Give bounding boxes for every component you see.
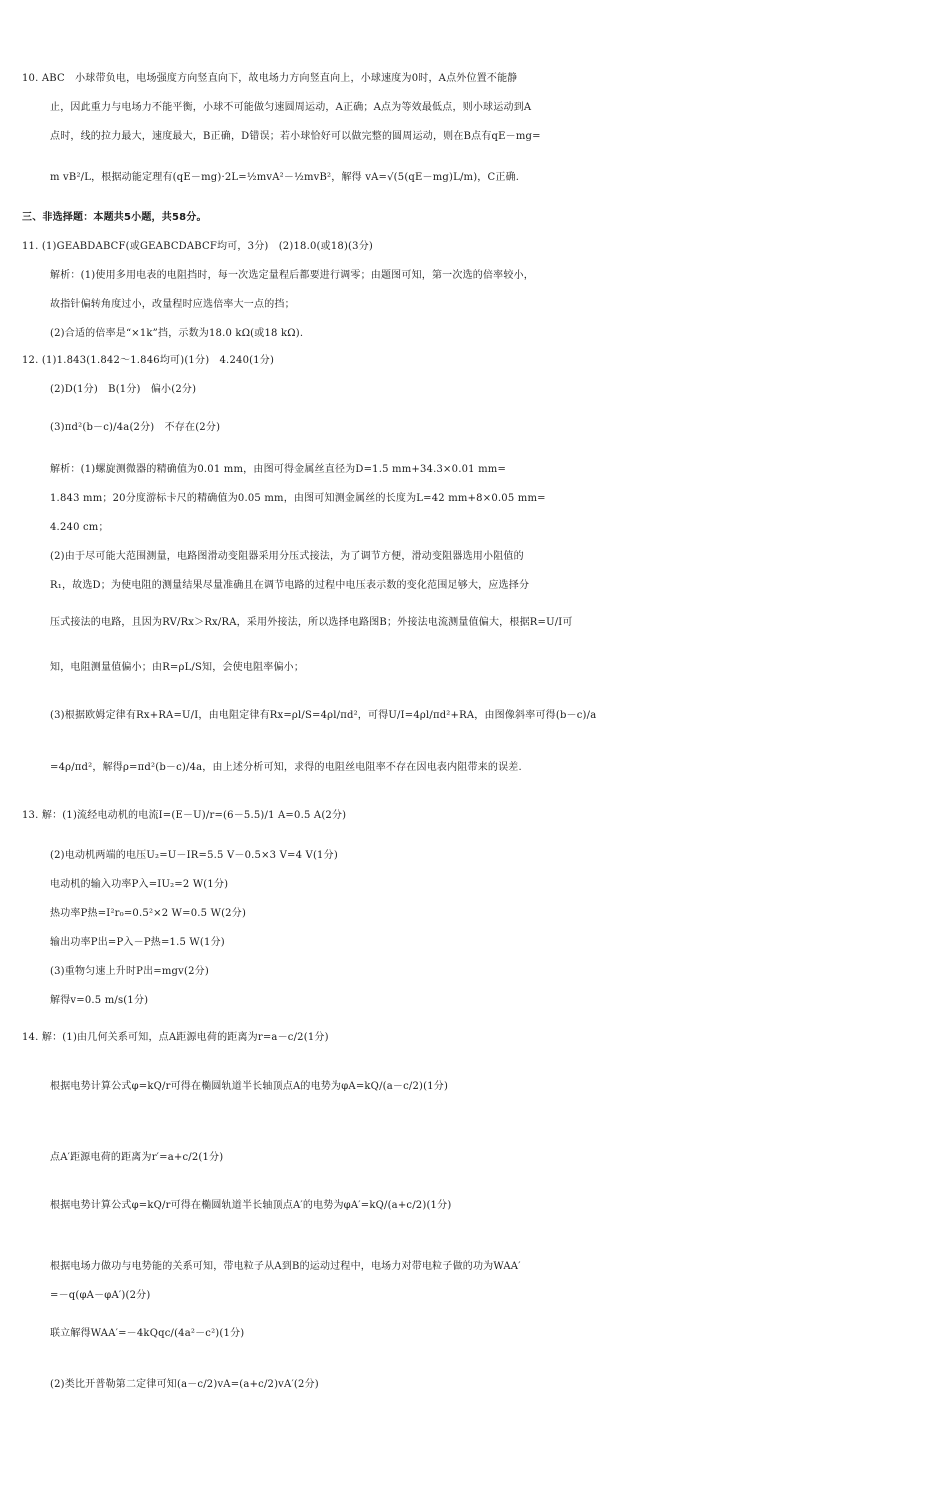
text-line: 止，因此重力与电场力不能平衡，小球不可能做匀速圆周运动，A正确；A点为等效最低点，则小球运动到A — [50, 102, 532, 113]
text-line: 知，电阻测量值偏小；由R=ρL/S知，会使电阻率偏小； — [50, 662, 305, 673]
text-line: 12. (1)1.843(1.842～1.846均可)(1分) 4.240(1分) — [22, 355, 275, 366]
text-line: 联立解得WAA′=－4kQqc/(4a²－c²)(1分) — [50, 1328, 245, 1339]
text-line: 电动机的输入功率P入=IU₂=2 W(1分) — [50, 879, 229, 890]
text-line: R₁，故选D；为使电阻的测量结果尽量准确且在调节电路的过程中电压表示数的变化范围足够大，应选择分 — [50, 580, 530, 591]
text-line: 14. 解：(1)由几何关系可知，点A距源电荷的距离为r=a－c/2(1分) — [22, 1032, 329, 1043]
text-line: 解析：(1)螺旋测微器的精确值为0.01 mm，由图可得金属丝直径为D=1.5 mm+34.3×0.01 mm= — [50, 464, 507, 475]
text-line: (3)重物匀速上升时P出=mgv(2分) — [50, 966, 209, 977]
text-line: 13. 解：(1)流经电动机的电流I=(E－U)/r=(6－5.5)/1 A=0.5 A(2分) — [22, 810, 347, 821]
text-line: 输出功率P出=P入－P热=1.5 W(1分) — [50, 937, 225, 948]
text-line: 解得v=0.5 m/s(1分) — [50, 995, 149, 1006]
text-line: (3)根据欧姆定律有Rx+RA=U/I，由电阻定律有Rx=ρl/S=4ρl/πd²，可得U/I=4ρl/πd²+RA，由图像斜率可得(b－c)/a — [50, 710, 597, 721]
text-line: 压式接法的电路，且因为RV/Rx＞Rx/RA，采用外接法，所以选择电路图B；外接法电流测量值偏大，根据R=U/I可 — [50, 617, 573, 628]
text-line: (2)电动机两端的电压U₂=U－IR=5.5 V－0.5×3 V=4 V(1分) — [50, 850, 338, 861]
section-heading: 三、非选择题：本题共5小题，共58分。 — [22, 212, 207, 223]
text-line: 解析：(1)使用多用电表的电阻挡时，每一次选定量程后都要进行调零；由题图可知，第一次选的倍率较小， — [50, 270, 534, 281]
text-line: (2)由于尽可能大范围测量，电路图滑动变阻器采用分压式接法，为了调节方便，滑动变阻器选用小阻值的 — [50, 551, 524, 562]
text-line: 根据电势计算公式φ=kQ/r可得在椭圆轨道半长轴顶点A的电势为φA=kQ/(a－c/2)(1分) — [50, 1081, 449, 1092]
text-line: 10. ABC 小球带负电，电场强度方向竖直向下，故电场力方向竖直向上，小球速度为0时，A点外位置不能静 — [22, 73, 518, 84]
text-line: m vB²/L，根据动能定理有(qE－mg)·2L=½mvA²－½mvB²，解得 vA=√(5(qE－mg)L/m)，C正确. — [50, 172, 520, 183]
text-line: (3)πd²(b－c)/4a(2分) 不存在(2分) — [50, 422, 221, 433]
text-line: (2)类比开普勒第二定律可知(a－c/2)vA=(a+c/2)vA′(2分) — [50, 1379, 319, 1390]
text-line: 4.240 cm； — [50, 522, 109, 533]
text-line: (2)D(1分) B(1分) 偏小(2分) — [50, 384, 197, 395]
text-line: =－q(φA－φA′)(2分) — [50, 1290, 151, 1301]
text-line: (2)合适的倍率是“×1k”挡，示数为18.0 kΩ(或18 kΩ). — [50, 328, 304, 339]
text-line: 点A′距源电荷的距离为r′=a+c/2(1分) — [50, 1152, 224, 1163]
text-line: =4ρ/πd²，解得ρ=πd²(b－c)/4a，由上述分析可知，求得的电阻丝电阻率不存在因电表内阻带来的误差. — [50, 762, 522, 773]
text-line: 根据电势计算公式φ=kQ/r可得在椭圆轨道半长轴顶点A′的电势为φA′=kQ/(a+c/2)(1分) — [50, 1200, 452, 1211]
text-line: 1.843 mm；20分度游标卡尺的精确值为0.05 mm，由图可知测金属丝的长度为L=42 mm+8×0.05 mm= — [50, 493, 546, 504]
text-line: 11. (1)GEABDABCF(或GEABCDABCF均可，3分) (2)18.0(或18)(3分) — [22, 241, 374, 252]
text-line: 热功率P热=I²r₀=0.5²×2 W=0.5 W(2分) — [50, 908, 247, 919]
text-line: 点时，线的拉力最大，速度最大，B正确，D错误；若小球恰好可以做完整的圆周运动，则在B点有qE－mg= — [50, 131, 541, 142]
text-line: 根据电场力做功与电势能的关系可知，带电粒子从A到B的运动过程中，电场力对带电粒子做的功为WAA′ — [50, 1261, 521, 1272]
text-line: 故指针偏转角度过小，改量程时应选倍率大一点的挡； — [50, 299, 295, 310]
